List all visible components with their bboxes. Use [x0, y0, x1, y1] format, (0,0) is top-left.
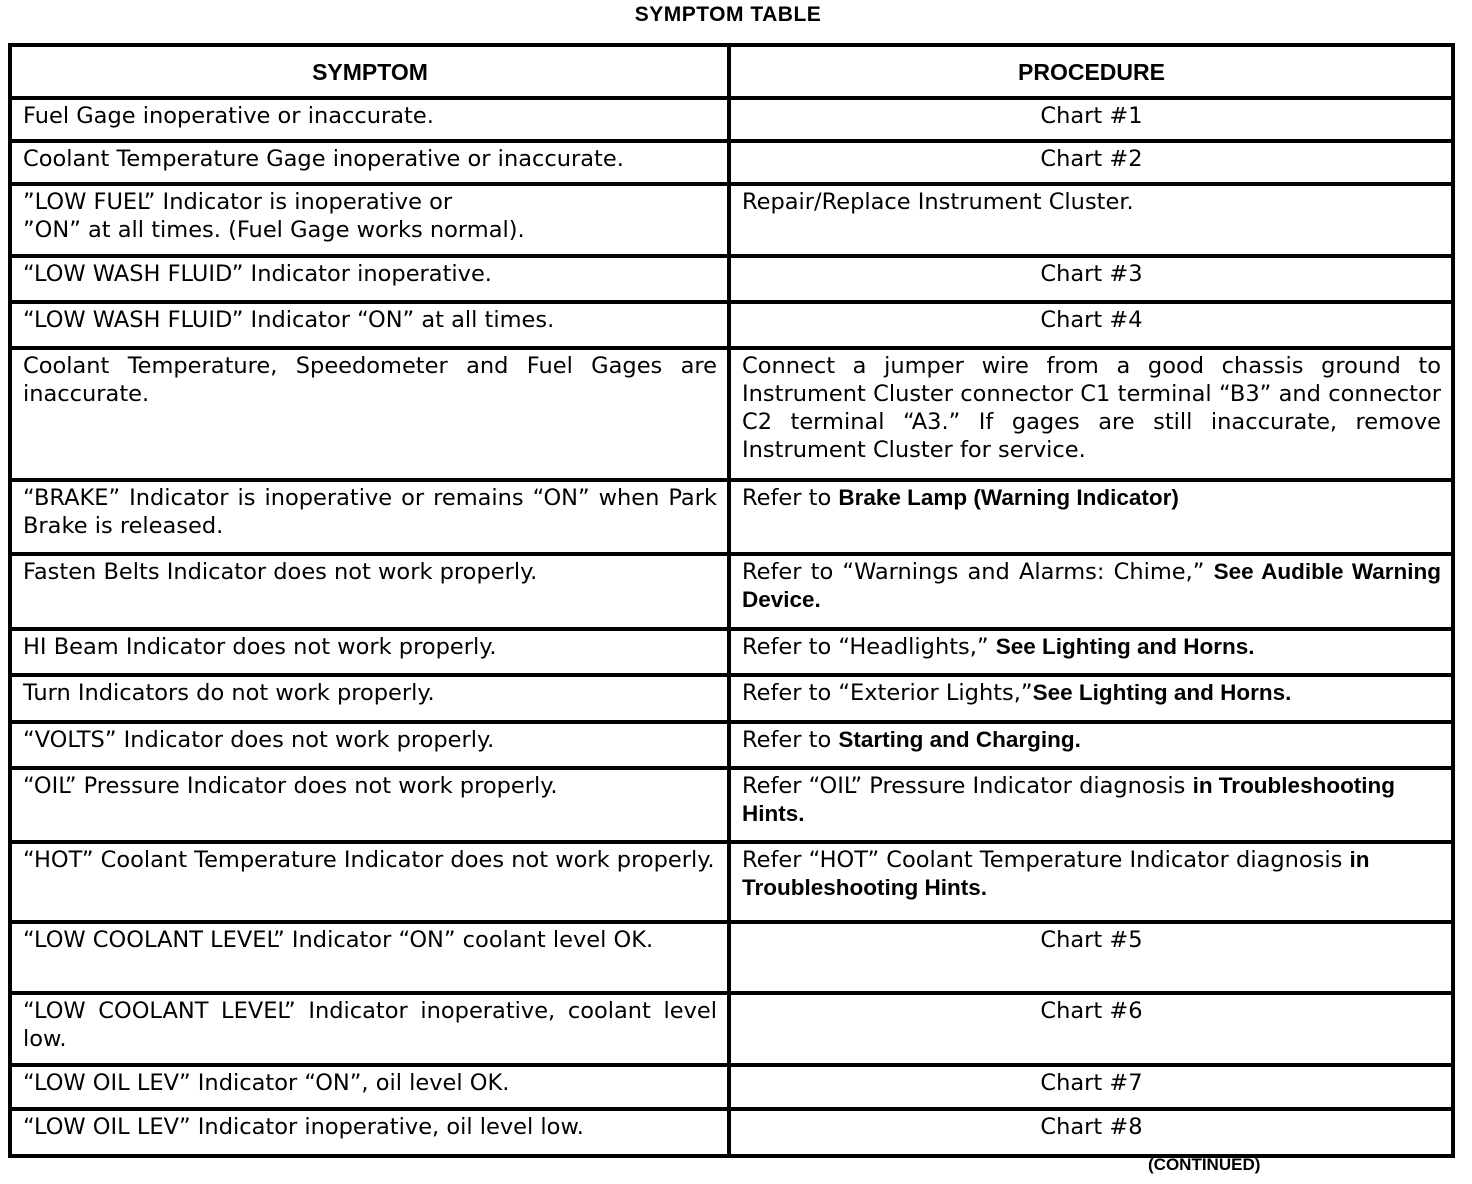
- symptom-cell: Coolant Temperature Gage inoperative or inaccurate.: [10, 141, 729, 184]
- procedure-cell: [729, 629, 1453, 675]
- procedure-text: Refer to: [742, 727, 839, 753]
- symptom-cell: “BRAKE” Indicator is inoperative or remains “ON” when Park Brake is released.: [10, 480, 729, 554]
- table-row: [10, 1109, 1453, 1156]
- table-row: [10, 554, 1453, 629]
- procedure-cell: [729, 842, 1453, 922]
- page-title: SYMPTOM TABLE: [634, 3, 822, 26]
- procedure-text: Refer to: [742, 485, 839, 511]
- symptom-cell: “LOW WASH FLUID” Indicator “ON” at all times.: [10, 302, 729, 348]
- table-row: [10, 1065, 1453, 1109]
- symptom-cell: “LOW COOLANT LEVEL” Indicator “ON” coolant level OK.: [10, 922, 729, 993]
- procedure-cell: Chart #3: [729, 256, 1453, 302]
- table-row: [10, 768, 1453, 842]
- procedure-reference: See Audible Warning Device.: [742, 559, 1441, 612]
- procedure-cell: Chart #7: [729, 1065, 1453, 1109]
- table-row: [10, 480, 1453, 554]
- symptom-cell: “VOLTS” Indicator does not work properly.: [10, 722, 729, 768]
- symptom-cell: Fuel Gage inoperative or inaccurate.: [10, 98, 729, 141]
- table-row: [10, 184, 1453, 256]
- table-row: [10, 993, 1453, 1065]
- symptom-line: ”LOW FUEL” Indicator is inoperative or: [23, 189, 453, 215]
- symptom-column-header: SYMPTOM: [10, 45, 729, 98]
- symptom-cell: “LOW WASH FLUID” Indicator inoperative.: [10, 256, 729, 302]
- symptom-cell: [10, 184, 729, 256]
- symptom-cell: Coolant Temperature, Speedometer and Fuel Gages are inaccurate.: [10, 348, 729, 480]
- procedure-cell: Chart #1: [729, 98, 1453, 141]
- table-row: [10, 302, 1453, 348]
- procedure-reference: See Lighting and Horns.: [995, 634, 1255, 659]
- table-row: [10, 348, 1453, 480]
- table-row: [10, 141, 1453, 184]
- procedure-reference: See Lighting and Horns.: [1032, 680, 1292, 705]
- table-row: [10, 98, 1453, 141]
- procedure-reference: in Troubleshooting Hints.: [742, 847, 1370, 900]
- procedure-cell: Chart #4: [729, 302, 1453, 348]
- procedure-cell: Chart #2: [729, 141, 1453, 184]
- symptom-line: ”ON” at all times. (Fuel Gage works normal).: [23, 217, 525, 243]
- procedure-cell: Chart #6: [729, 993, 1453, 1065]
- procedure-cell: Connect a jumper wire from a good chassis ground to Instrument Cluster connector C1 terminal “B3” and connector C2 terminal “A3.” If gages are still inaccurate, remove Instrument Cluster for service.: [729, 348, 1453, 480]
- table-row: [10, 922, 1453, 993]
- table-row: [10, 675, 1453, 722]
- procedure-text: Refer “OIL” Pressure Indicator diagnosis: [742, 773, 1193, 799]
- table-row: [10, 842, 1453, 922]
- procedure-cell: [729, 722, 1453, 768]
- table-row: [10, 629, 1453, 675]
- procedure-text: Refer to “Warnings and Alarms: Chime,”: [742, 559, 1214, 585]
- procedure-cell: [729, 675, 1453, 722]
- procedure-reference: Brake Lamp (Warning Indicator): [838, 485, 1179, 510]
- symptom-table: [8, 43, 1455, 1158]
- table-row: [10, 722, 1453, 768]
- procedure-cell: [729, 554, 1453, 629]
- continued-label: (CONTINUED): [1148, 1155, 1261, 1174]
- procedure-reference: Starting and Charging.: [838, 727, 1081, 752]
- procedure-cell: Repair/Replace Instrument Cluster.: [729, 184, 1453, 256]
- table-row: [10, 256, 1453, 302]
- symptom-cell: Fasten Belts Indicator does not work properly.: [10, 554, 729, 629]
- procedure-cell: Chart #8: [729, 1109, 1453, 1156]
- symptom-cell: “LOW COOLANT LEVEL” Indicator inoperative, coolant level low.: [10, 993, 729, 1065]
- procedure-text: Refer to “Headlights,”: [742, 634, 996, 660]
- procedure-text: Refer “HOT” Coolant Temperature Indicator diagnosis: [742, 847, 1350, 873]
- symptom-cell: HI Beam Indicator does not work properly.: [10, 629, 729, 675]
- procedure-column-header: PROCEDURE: [729, 45, 1453, 98]
- table-header-row: [10, 45, 1453, 98]
- procedure-cell: Chart #5: [729, 922, 1453, 993]
- symptom-cell: Turn Indicators do not work properly.: [10, 675, 729, 722]
- procedure-cell: [729, 480, 1453, 554]
- procedure-text: Refer to “Exterior Lights,”: [742, 680, 1033, 706]
- symptom-cell: “HOT” Coolant Temperature Indicator does not work properly.: [10, 842, 729, 922]
- procedure-cell: [729, 768, 1453, 842]
- symptom-cell: “OIL” Pressure Indicator does not work properly.: [10, 768, 729, 842]
- symptom-cell: “LOW OIL LEV” Indicator “ON”, oil level OK.: [10, 1065, 729, 1109]
- procedure-reference: in Troubleshooting Hints.: [742, 773, 1396, 826]
- symptom-cell: “LOW OIL LEV” Indicator inoperative, oil level low.: [10, 1109, 729, 1156]
